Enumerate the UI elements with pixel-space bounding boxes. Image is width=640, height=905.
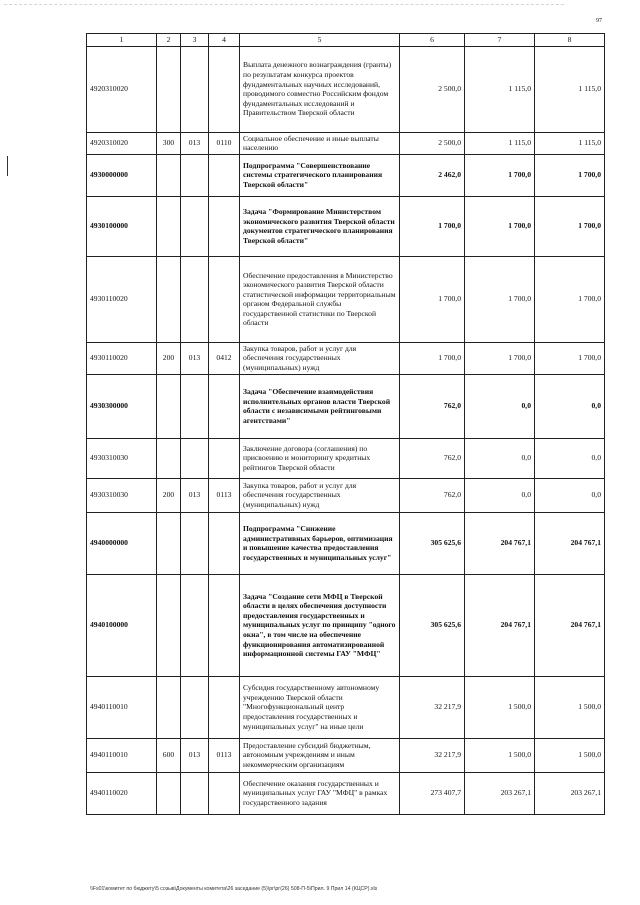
table-row <box>87 154 605 196</box>
amount-col6-cell: 273 407,7 <box>400 772 465 814</box>
code-cell: 4930110020 <box>87 342 157 374</box>
amount-col7-cell: 204 767,1 <box>465 512 535 574</box>
expense-type-cell <box>157 256 181 342</box>
amount-col7-cell: 1 700,0 <box>465 196 535 256</box>
amount-col7-cell: 1 500,0 <box>465 738 535 772</box>
section-code-cell <box>209 374 240 438</box>
amount-col7-cell: 1 700,0 <box>465 342 535 374</box>
admin-code-cell: 013 <box>181 738 209 772</box>
amount-col6-cell: 1 700,0 <box>400 256 465 342</box>
amount-col6-cell: 762,0 <box>400 374 465 438</box>
scan-artifact-line <box>4 4 564 6</box>
header-col-1: 1 <box>87 34 157 47</box>
amount-col6-cell: 2 462,0 <box>400 154 465 196</box>
code-cell: 4920310020 <box>87 46 157 132</box>
admin-code-cell <box>181 46 209 132</box>
header-col-5: 5 <box>240 34 400 47</box>
expense-type-cell <box>157 154 181 196</box>
admin-code-cell <box>181 512 209 574</box>
amount-col6-cell: 2 500,0 <box>400 46 465 132</box>
code-cell: 4930000000 <box>87 154 157 196</box>
amount-col8-cell: 1 700,0 <box>535 196 605 256</box>
amount-col6-cell: 32 217,9 <box>400 738 465 772</box>
expense-type-cell <box>157 46 181 132</box>
table-row <box>87 478 605 512</box>
amount-col6-cell: 2 500,0 <box>400 132 465 154</box>
name-cell: Обеспечение предоставления в Министерство экономического развития Тверской области статистической информации территориальным органом Федеральной службы государственной статистики по Тверской области <box>240 256 400 342</box>
admin-code-cell <box>181 676 209 738</box>
expense-type-cell <box>157 512 181 574</box>
name-cell: Выплата денежного вознаграждения (гранты) по результатам конкурса проектов фундаментальных научных исследований, проводимого совместно Российским фондом фундаментальных исследований и Правительством Тверской области <box>240 46 400 132</box>
section-code-cell: 0110 <box>209 132 240 154</box>
amount-col8-cell: 1 500,0 <box>535 676 605 738</box>
name-cell: Субсидия государственному автономному учреждению Тверской области "Многофункциональный центр предоставления государственных и муниципальных услуг" на иные цели <box>240 676 400 738</box>
table-row <box>87 512 605 574</box>
amount-col6-cell: 1 700,0 <box>400 196 465 256</box>
table-row <box>87 676 605 738</box>
admin-code-cell: 013 <box>181 342 209 374</box>
name-cell: Задача "Создание сети МФЦ в Тверской области в целях обеспечения доступности предоставления государственных и муниципальных услуг по принципу "одного окна", в том числе на обеспечение функционирования автоматизированной информационной системы ГАУ "МФЦ" <box>240 574 400 676</box>
amount-col7-cell: 1 700,0 <box>465 154 535 196</box>
amount-col7-cell: 204 767,1 <box>465 574 535 676</box>
page-number: 97 <box>596 18 602 24</box>
expense-type-cell <box>157 772 181 814</box>
expense-type-cell <box>157 374 181 438</box>
name-cell: Задача "Обеспечение взаимодействия исполнительных органов власти Тверской области с независимыми рейтинговыми агентствами" <box>240 374 400 438</box>
header-col-8: 8 <box>535 34 605 47</box>
name-cell: Подпрограмма "Снижение административных барьеров, оптимизация и повышение качества предоставления государственных и муниципальных услуг" <box>240 512 400 574</box>
header-col-3: 3 <box>181 34 209 47</box>
admin-code-cell: 013 <box>181 132 209 154</box>
admin-code-cell: 013 <box>181 478 209 512</box>
table-row <box>87 196 605 256</box>
code-cell: 4940110010 <box>87 676 157 738</box>
budget-table <box>86 33 605 815</box>
amount-col6-cell: 762,0 <box>400 438 465 478</box>
amount-col8-cell: 1 700,0 <box>535 154 605 196</box>
amount-col8-cell: 1 115,0 <box>535 132 605 154</box>
table-row <box>87 438 605 478</box>
section-code-cell <box>209 676 240 738</box>
amount-col8-cell: 204 767,1 <box>535 574 605 676</box>
table-row <box>87 46 605 132</box>
code-cell: 4940100000 <box>87 574 157 676</box>
header-col-2: 2 <box>157 34 181 47</box>
section-code-cell: 0113 <box>209 478 240 512</box>
code-cell: 4930310030 <box>87 438 157 478</box>
margin-mark <box>7 156 8 176</box>
section-code-cell <box>209 154 240 196</box>
section-code-cell <box>209 46 240 132</box>
expense-type-cell: 200 <box>157 342 181 374</box>
expense-type-cell: 300 <box>157 132 181 154</box>
table-row <box>87 256 605 342</box>
section-code-cell <box>209 438 240 478</box>
header-col-4: 4 <box>209 34 240 47</box>
admin-code-cell <box>181 256 209 342</box>
amount-col7-cell: 0,0 <box>465 478 535 512</box>
expense-type-cell <box>157 574 181 676</box>
amount-col7-cell: 203 267,1 <box>465 772 535 814</box>
name-cell: Закупка товаров, работ и услуг для обеспечения государственных (муниципальных) нужд <box>240 342 400 374</box>
amount-col6-cell: 1 700,0 <box>400 342 465 374</box>
table-row <box>87 574 605 676</box>
admin-code-cell <box>181 772 209 814</box>
admin-code-cell <box>181 154 209 196</box>
code-cell: 4930110020 <box>87 256 157 342</box>
amount-col7-cell: 0,0 <box>465 374 535 438</box>
code-cell: 4920310020 <box>87 132 157 154</box>
amount-col8-cell: 1 500,0 <box>535 738 605 772</box>
amount-col6-cell: 305 625,6 <box>400 574 465 676</box>
amount-col7-cell: 1 700,0 <box>465 256 535 342</box>
amount-col8-cell: 203 267,1 <box>535 772 605 814</box>
table-row <box>87 342 605 374</box>
amount-col8-cell: 0,0 <box>535 438 605 478</box>
table-row <box>87 132 605 154</box>
name-cell: Заключение договора (соглашения) по присвоению и мониторингу кредитных рейтингов Тверской области <box>240 438 400 478</box>
admin-code-cell <box>181 574 209 676</box>
section-code-cell <box>209 196 240 256</box>
section-code-cell <box>209 512 240 574</box>
name-cell: Подпрограмма "Совершенствование системы стратегического планирования Тверской области" <box>240 154 400 196</box>
amount-col7-cell: 1 115,0 <box>465 132 535 154</box>
section-code-cell: 0412 <box>209 342 240 374</box>
code-cell: 4930310030 <box>87 478 157 512</box>
table-row <box>87 374 605 438</box>
amount-col8-cell: 204 767,1 <box>535 512 605 574</box>
admin-code-cell <box>181 438 209 478</box>
section-code-cell <box>209 256 240 342</box>
header-col-7: 7 <box>465 34 535 47</box>
table-row <box>87 772 605 814</box>
name-cell: Закупка товаров, работ и услуг для обеспечения государственных (муниципальных) нужд <box>240 478 400 512</box>
table-row <box>87 738 605 772</box>
name-cell: Социальное обеспечение и иные выплаты населению <box>240 132 400 154</box>
name-cell: Задача "Формирование Министерством экономического развития Тверской области документов стратегического планирования Тверской области" <box>240 196 400 256</box>
amount-col6-cell: 762,0 <box>400 478 465 512</box>
section-code-cell: 0113 <box>209 738 240 772</box>
section-code-cell <box>209 772 240 814</box>
amount-col8-cell: 0,0 <box>535 478 605 512</box>
amount-col8-cell: 0,0 <box>535 374 605 438</box>
amount-col7-cell: 0,0 <box>465 438 535 478</box>
amount-col7-cell: 1 115,0 <box>465 46 535 132</box>
code-cell: 4940110010 <box>87 738 157 772</box>
code-cell: 4940110020 <box>87 772 157 814</box>
admin-code-cell <box>181 196 209 256</box>
code-cell: 4930300000 <box>87 374 157 438</box>
expense-type-cell: 200 <box>157 478 181 512</box>
expense-type-cell <box>157 438 181 478</box>
amount-col6-cell: 305 625,6 <box>400 512 465 574</box>
header-col-6: 6 <box>400 34 465 47</box>
name-cell: Предоставление субсидий бюджетным, автономным учреждениям и иным некоммерческим организациям <box>240 738 400 772</box>
amount-col8-cell: 1 700,0 <box>535 256 605 342</box>
header-row <box>87 34 605 47</box>
amount-col8-cell: 1 115,0 <box>535 46 605 132</box>
amount-col8-cell: 1 700,0 <box>535 342 605 374</box>
amount-col7-cell: 1 500,0 <box>465 676 535 738</box>
file-path-footer: \\Fs01\комитет по бюджету\5 созыв\Документы комитета\26 заседание (5)\рг\рг(26) 508-П-5\Прил. 9 Прил 14 (КЦСР).xls <box>90 886 378 892</box>
code-cell: 4930100000 <box>87 196 157 256</box>
section-code-cell <box>209 574 240 676</box>
name-cell: Обеспечение оказания государственных и муниципальных услуг ГАУ "МФЦ" в рамках государственного задания <box>240 772 400 814</box>
admin-code-cell <box>181 374 209 438</box>
code-cell: 4940000000 <box>87 512 157 574</box>
amount-col6-cell: 32 217,9 <box>400 676 465 738</box>
expense-type-cell <box>157 676 181 738</box>
expense-type-cell <box>157 196 181 256</box>
expense-type-cell: 600 <box>157 738 181 772</box>
